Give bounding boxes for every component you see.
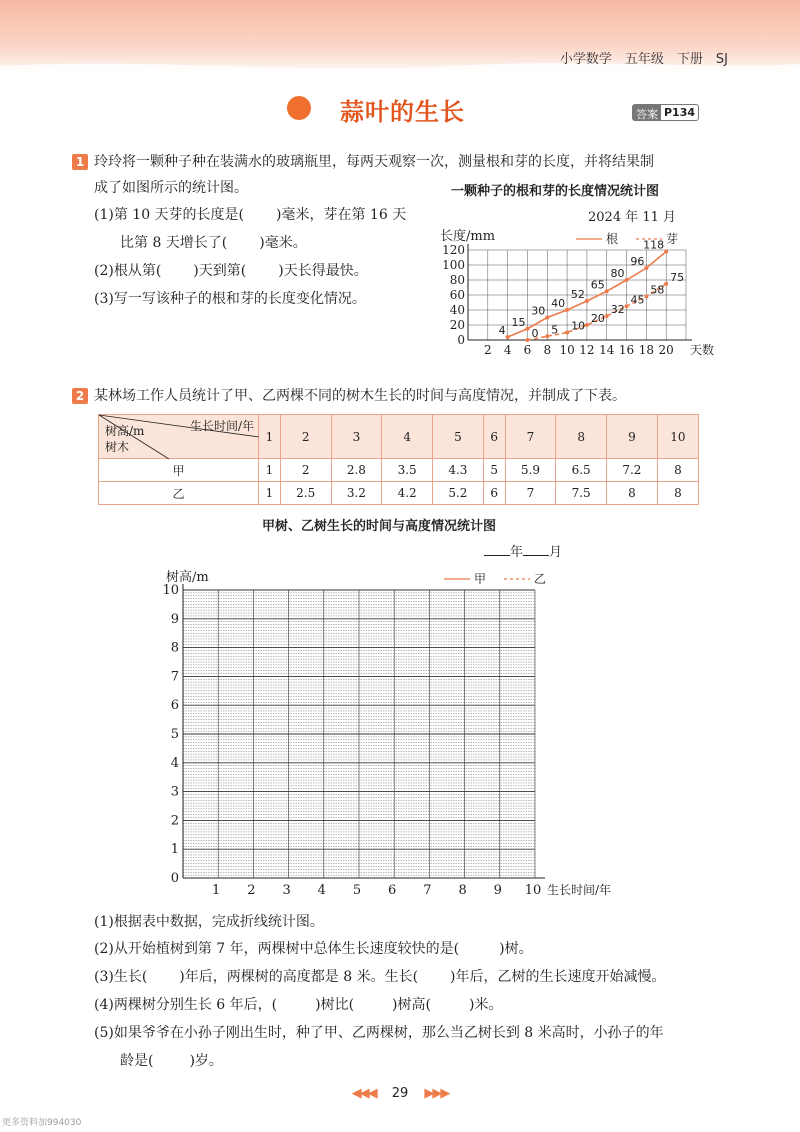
watermark: 更多资料加994030 — [2, 1118, 82, 1128]
x-tick-label: 16 — [618, 343, 635, 357]
answer-page: P134 — [664, 106, 696, 119]
data-label: 80 — [610, 267, 625, 280]
y-tick-label: 0 — [457, 333, 465, 347]
table-row — [99, 482, 699, 505]
next-arrows-icon: ▶▶▶ — [424, 1086, 449, 1101]
table-header-year: 9 — [607, 415, 658, 459]
table-header-year: 8 — [556, 415, 607, 459]
data-point — [565, 308, 569, 312]
growth-table — [98, 414, 699, 505]
x-tick-label: 8 — [543, 343, 552, 357]
q2-sub5-line2: 龄是( )岁。 — [120, 1053, 223, 1069]
y-tick-label: 10 — [162, 583, 179, 598]
corner-top-label: 生长时间/年 — [189, 419, 254, 433]
q2-sub5-line1: (5)如果爷爷在小孙子刚出生时，种了甲、乙两棵树，那么当乙树长到 8 米高时，小孙子的年 — [94, 1025, 664, 1041]
data-label: 15 — [511, 315, 526, 329]
question-number-1: 1 — [72, 154, 88, 170]
data-label: 40 — [551, 297, 566, 310]
table-cell: 2.8 — [331, 459, 382, 482]
x-tick-label: 10 — [524, 883, 542, 898]
x-tick-label: 5 — [352, 883, 362, 898]
y-tick-label: 9 — [170, 611, 179, 627]
book-info: 小学数学 五年级 下册 SJ — [559, 52, 728, 67]
data-label: 58 — [650, 283, 665, 297]
x-tick-label: 2 — [247, 883, 256, 898]
table-cell: 1 — [259, 482, 281, 505]
chart1-title: 一颗种子的根和芽的长度情况统计图 — [451, 184, 660, 199]
q2-intro: 某林场工作人员统计了甲、乙两棵不同的树木生长的时间与高度情况，并制成了下表。 — [94, 388, 626, 404]
table-cell: 7 — [505, 482, 556, 505]
y-tick-label: 4 — [170, 755, 179, 771]
table-cell: 8 — [607, 482, 658, 505]
x-tick-label: 2 — [483, 343, 492, 357]
table-header-year: 5 — [433, 415, 484, 459]
x-tick-label: 4 — [503, 343, 512, 357]
table-cell: 8 — [657, 482, 698, 505]
table-cell: 7.2 — [607, 459, 658, 482]
y-tick-label: 120 — [442, 243, 465, 257]
chart1-plot — [430, 238, 715, 362]
table-cell: 4.2 — [382, 482, 433, 505]
data-label: 75 — [670, 270, 685, 284]
x-tick-label: 14 — [599, 343, 615, 357]
data-point — [545, 316, 549, 320]
x-tick-label: 8 — [458, 883, 467, 898]
chart2-title: 甲树、乙树生长的时间与高度情况统计图 — [262, 519, 497, 534]
q1-text-line1: 玲玲将一颗种子种在装满水的玻璃瓶里，每两天观察一次，测量根和芽的长度，并将结果制 — [94, 154, 654, 170]
data-label: 32 — [610, 303, 625, 316]
table-cell: 3.2 — [331, 482, 382, 505]
x-tick-label: 6 — [388, 883, 397, 898]
data-label: 96 — [630, 255, 645, 268]
table-header-year: 2 — [280, 415, 331, 459]
table-cell: 5.2 — [433, 482, 484, 505]
answer-label: 答案 — [633, 105, 661, 120]
data-label: 20 — [590, 312, 605, 325]
x-tick-label: 7 — [423, 883, 432, 898]
y-tick-label: 8 — [170, 640, 179, 656]
table-cell: 4.3 — [433, 459, 484, 482]
x-tick-label: 18 — [638, 343, 655, 357]
data-label: 30 — [531, 304, 546, 318]
legend-label-2: 乙 — [534, 572, 547, 586]
x-tick-label: 10 — [559, 343, 575, 357]
data-label: 10 — [571, 319, 586, 333]
x-tick-label: 12 — [579, 343, 595, 357]
table-header-year: 10 — [657, 415, 698, 459]
x-tick-label: 3 — [282, 883, 291, 898]
y-tick-label: 1 — [170, 842, 179, 858]
q1-text-line2: 成了如图所示的统计图。 — [94, 180, 248, 196]
data-point — [585, 299, 589, 303]
table-cell: 2 — [280, 459, 331, 482]
data-point — [605, 289, 609, 293]
q1-sub2: (2)根从第( )天到第( )天长得最快。 — [94, 263, 368, 279]
data-point — [625, 278, 629, 282]
data-point — [664, 282, 668, 286]
q1-sub3: (3)写一写该种子的根和芽的长度变化情况。 — [94, 291, 366, 307]
page-title: 蒜叶的生长 — [340, 98, 465, 126]
data-point — [545, 334, 549, 338]
data-point — [644, 295, 648, 299]
data-point — [605, 314, 609, 318]
q1-sub1-line1: (1)第 10 天芽的长度是( )毫米，芽在第 16 天 — [94, 207, 407, 223]
corner-bottom-label: 树木 — [105, 440, 130, 454]
data-label: 5 — [551, 323, 559, 337]
table-header-year: 3 — [331, 415, 382, 459]
title-dot-icon — [287, 96, 311, 120]
data-label: 65 — [590, 278, 605, 292]
table-header-year: 6 — [483, 415, 505, 459]
y-tick-label: 3 — [170, 784, 179, 800]
y-tick-label: 0 — [170, 871, 179, 886]
prev-arrows-icon: ◀◀◀ — [351, 1086, 376, 1101]
table-row — [99, 459, 699, 482]
x-tick-label: 4 — [317, 883, 326, 898]
table-header-year: 1 — [259, 415, 281, 459]
data-point — [525, 338, 529, 342]
x-axis-label: 生长时间/年 — [547, 883, 612, 897]
data-point — [644, 266, 648, 270]
corner-mid-label: 树高/m — [105, 424, 145, 438]
chart1-ylabel: 长度/mm — [440, 229, 496, 244]
y-tick-label: 6 — [170, 698, 179, 714]
q1-sub1-line2: 比第 8 天增长了( )毫米。 — [120, 235, 307, 251]
x-axis-label: 天数 — [690, 343, 715, 357]
x-tick-label: 9 — [493, 883, 502, 898]
data-point — [506, 335, 510, 339]
data-point — [664, 250, 668, 254]
y-tick-label: 80 — [449, 273, 465, 287]
data-label: 45 — [630, 293, 645, 307]
table-cell: 5.9 — [505, 459, 556, 482]
data-label: 118 — [643, 238, 665, 252]
table-cell: 3.5 — [382, 459, 433, 482]
y-tick-label: 7 — [170, 669, 179, 685]
question-number-2: 2 — [72, 388, 88, 404]
chart2-ylabel: 树高/m — [166, 570, 209, 585]
table-cell: 6.5 — [556, 459, 607, 482]
row-name-yi: 乙 — [99, 482, 259, 505]
data-point — [525, 327, 529, 331]
data-label: 4 — [498, 324, 506, 337]
y-tick-label: 20 — [449, 318, 465, 332]
q2-sub1: (1)根据表中数据，完成折线统计图。 — [94, 914, 324, 930]
data-label: 0 — [531, 327, 539, 340]
x-tick-label: 1 — [212, 883, 221, 898]
table-cell: 8 — [657, 459, 698, 482]
y-tick-label: 2 — [170, 813, 179, 829]
table-header-year: 4 — [382, 415, 433, 459]
data-point — [565, 331, 569, 335]
legend-label-2: 芽 — [666, 232, 679, 246]
data-point — [585, 323, 589, 327]
legend-label-1: 甲 — [474, 572, 487, 586]
y-tick-label: 40 — [449, 303, 465, 317]
y-tick-label: 100 — [442, 258, 465, 272]
y-tick-label: 60 — [449, 288, 465, 302]
table-cell: 7.5 — [556, 482, 607, 505]
q2-sub3: (3)生长( )年后，两棵树的高度都是 8 米。生长( )年后，乙树的生长速度开始减慢。 — [94, 969, 666, 985]
table-corner-cell — [99, 415, 259, 459]
table-cell: 2.5 — [280, 482, 331, 505]
page-footer — [0, 1086, 800, 1101]
data-label: 52 — [570, 288, 585, 301]
table-cell: 1 — [259, 459, 281, 482]
data-point — [625, 304, 629, 308]
q2-sub2: (2)从开始植树到第 7 年，两棵树中总体生长速度较快的是( )树。 — [94, 941, 533, 957]
chart2-date: 年 月 — [484, 541, 562, 560]
chart2-plot[interactable] — [155, 580, 635, 900]
x-tick-label: 6 — [523, 343, 532, 357]
row-name-jia: 甲 — [99, 459, 259, 482]
y-tick-label: 5 — [170, 727, 179, 742]
chart1-subtitle: 2024 年 11 月 — [588, 210, 677, 225]
table-header-year: 7 — [505, 415, 556, 459]
page-number: 29 — [391, 1086, 409, 1101]
table-cell: 5 — [483, 459, 505, 482]
x-tick-label: 20 — [658, 343, 674, 357]
table-cell: 6 — [483, 482, 505, 505]
legend-label-1: 根 — [606, 232, 619, 246]
answer-tag[interactable] — [632, 104, 699, 121]
q2-sub4: (4)两棵树分别生长 6 年后，( )树比( )树高( )米。 — [94, 997, 503, 1013]
